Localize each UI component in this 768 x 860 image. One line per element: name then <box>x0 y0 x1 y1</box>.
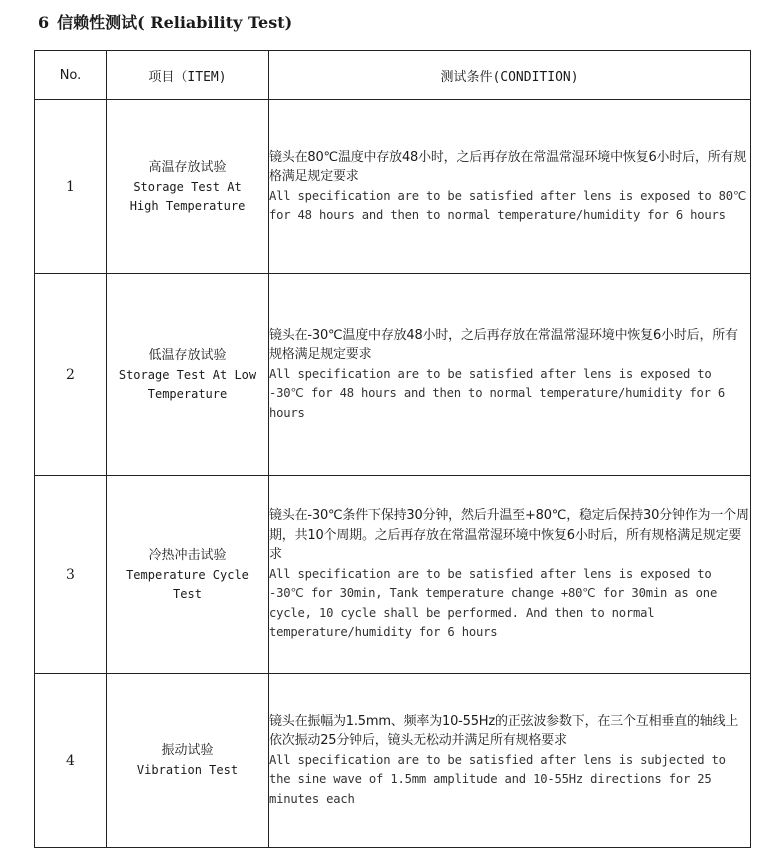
condition-en: All specification are to be satisfied after lens is exposed to -30℃ for 48 hours and then to normal temperature/humidity for 6 hours <box>269 366 726 420</box>
item-name-zh: 冷热冲击试验 <box>148 547 227 563</box>
condition-zh: 镜头在80℃温度中存放48小时，之后再存放在常温常湿环境中恢复6小时后，所有规格满足规定要求 <box>269 149 747 184</box>
condition-en: All specification are to be satisfied after lens is exposed to -30℃ for 30min, Tank temperature change +80℃ for 30min as one cycle, 10 cycle shall be performed. And then to normal temperature/humidity for 6 hours <box>269 566 718 640</box>
header-item: 项目（ITEM) <box>107 51 269 100</box>
item-name-en: Vibration Test <box>136 763 239 777</box>
condition-en: All specification are to be satisfied after lens is subjected to the sine wave of 1.5mm amplitude and 10-55Hz directions for 25 minutes each <box>269 752 726 806</box>
item-name-en: Temperature Cycle Test <box>126 567 249 601</box>
table-row <box>35 100 751 274</box>
header-condition: 测试条件(CONDITION) <box>269 51 751 100</box>
item-name-en: Storage Test At High Temperature <box>129 179 246 213</box>
row-item <box>107 476 269 674</box>
item-name-zh: 振动试验 <box>161 743 214 758</box>
header-no: No. <box>35 51 107 100</box>
item-name-zh: 低温存放试验 <box>148 347 227 363</box>
table-row <box>35 476 751 674</box>
item-name-en: Storage Test At Low Temperature <box>118 367 257 401</box>
row-condition <box>269 274 751 476</box>
row-number: 3 <box>35 476 107 674</box>
table-header-row <box>35 51 751 100</box>
table-row <box>35 274 751 476</box>
condition-zh: 镜头在-30℃温度中存放48小时，之后再存放在常温常湿环境中恢复6小时后，所有规格满足规定要求 <box>269 327 738 363</box>
table-row <box>35 674 751 848</box>
row-number: 2 <box>35 274 107 476</box>
condition-zh: 镜头在-30℃条件下保持30分钟，然后升温至+80℃，稳定后保持30分钟作为一个周期，共10个周期。之后再存放在常温常湿环境中恢复6小时后，所有规格满足规定要求 <box>269 508 749 563</box>
row-item <box>107 100 269 274</box>
row-number: 1 <box>35 100 107 274</box>
section-title: 信赖性测试( Reliability Test) <box>57 13 293 32</box>
condition-zh: 镜头在振幅为1.5mm、频率为10-55Hz的正弦波参数下，在三个互相垂直的轴线上依次振动25分钟后，镜头无松动并满足所有规格要求 <box>269 713 739 749</box>
section-heading <box>38 12 292 34</box>
row-number: 4 <box>35 674 107 848</box>
section-number: 6 <box>38 13 50 32</box>
row-item <box>107 274 269 476</box>
condition-en: All specification are to be satisfied after lens is exposed to 80℃ for 48 hours and then to normal temperature/humidity for 6 hours <box>269 188 747 222</box>
row-item <box>107 674 269 848</box>
reliability-test-table <box>34 50 751 848</box>
item-name-zh: 高温存放试验 <box>148 159 227 175</box>
row-condition <box>269 674 751 848</box>
row-condition <box>269 476 751 674</box>
row-condition <box>269 100 751 274</box>
